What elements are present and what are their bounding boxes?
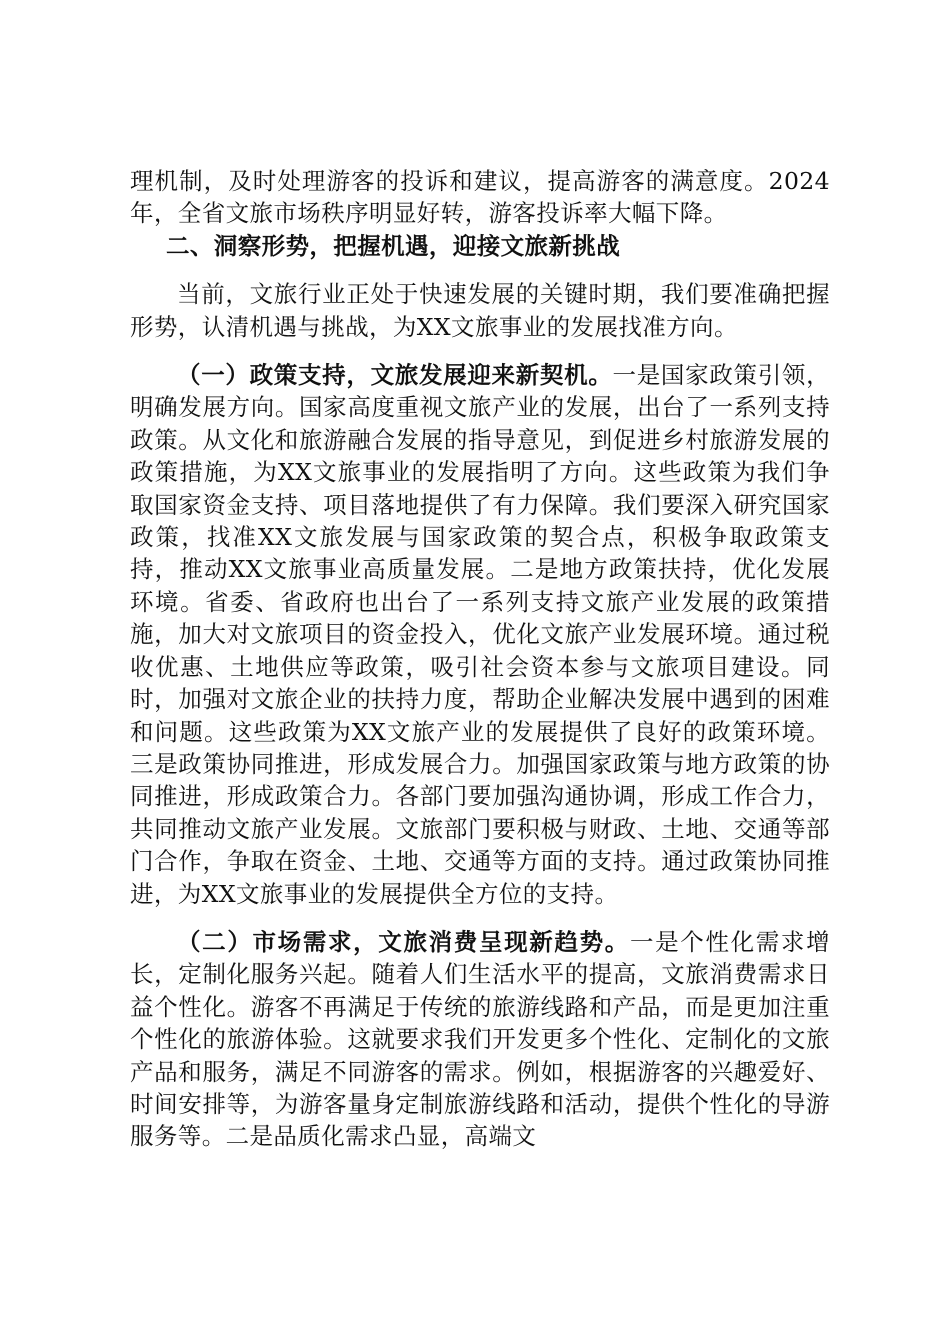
- paragraph-market-text: 一是个性化需求增长，定制化服务兴起。随着人们生活水平的提高，文旅消费需求日益个性化。游客不再满足于传统的旅游线路和产品，而是更加注重个性化的旅游体验。这就要求我们开发更多个性化、定制化的文旅产品和服务，满足不同游客的需求。例如，根据游客的兴趣爱好、时间安排等，为游客量身定制旅游线路和活动，提供个性化的导游服务等。二是品质化需求凸显，高端文: [130, 927, 830, 1151]
- subsection-title-policy: （一）政策支持，文旅发展迎来新契机。: [177, 361, 613, 390]
- paragraph-policy-text: 一是国家政策引领，明确发展方向。国家高度重视文旅产业的发展，出台了一系列支持政策。从文化和旅游融合发展的指导意见，到促进乡村旅游发展的政策措施，为XX文旅事业的发展指明了方向。这些政策为我们争取国家资金支持、项目落地提供了有力保障。我们要深入研究国家政策，找准XX文旅发展与国家政策的契合点，积极争取政策支持，推动XX文旅事业高质量发展。二是地方政策扶持，优化发展环境。省委、省政府也出台了一系列支持文旅产业发展的政策措施，加大对文旅项目的资金投入，优化文旅产业发展环境。通过税收优惠、土地供应等政策，吸引社会资本参与文旅项目建设。同时，加强对文旅企业的扶持力度，帮助企业解决发展中遇到的困难和问题。这些政策为XX文旅产业的发展提供了良好的政策环境。三是政策协同推进，形成发展合力。加强国家政策与地方政策的协同推进，形成政策合力。各部门要加强沟通协调，形成工作合力，共同推动文旅产业发展。文旅部门要积极与财政、土地、交通等部门合作，争取在资金、土地、交通等方面的支持。通过政策协同推进，为XX文旅事业的发展提供全方位的支持。: [130, 361, 830, 908]
- paragraph-intro: 当前，文旅行业正处于快速发展的关键时期，我们要准确把握形势，认清机遇与挑战，为XX文旅事业的发展找准方向。: [130, 280, 830, 341]
- paragraph-continuation: 理机制，及时处理游客的投诉和建议，提高游客的满意度。2024年，全省文旅市场秩序明显好转，游客投诉率大幅下降。: [130, 167, 830, 228]
- section-heading: 二、洞察形势，把握机遇，迎接文旅新挑战: [166, 231, 621, 260]
- subsection-title-market: （二）市场需求，文旅消费呈现新趋势。: [177, 927, 630, 956]
- paragraph-market-demand: [130, 926, 830, 1153]
- document-body: [130, 165, 830, 1153]
- paragraph-policy-support: [130, 359, 830, 910]
